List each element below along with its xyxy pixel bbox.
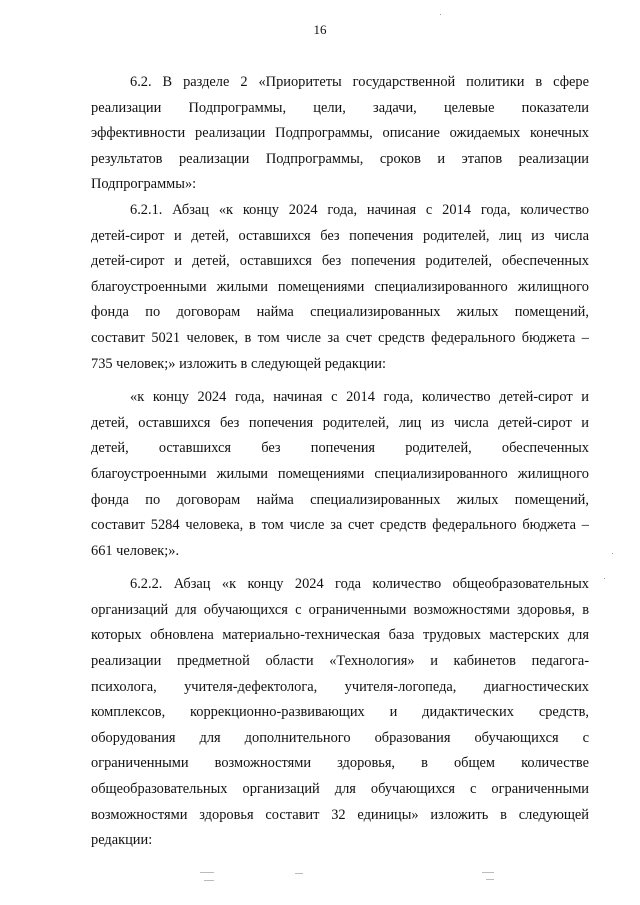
scan-artifact xyxy=(604,578,605,579)
text-line: 6.2.1. Абзац «к концу 2024 года, начиная с 2014 года, количество xyxy=(130,201,589,218)
text-line: редакции: xyxy=(91,832,153,849)
text-line: реализации Подпрограммы, цели, задачи, целевые показатели xyxy=(91,99,589,116)
paragraph-6-2-2 xyxy=(91,572,589,854)
text-line: которых обновлена материально-техническая база трудовых мастерских для xyxy=(91,627,589,644)
text-line: детей, оставшихся без попечения родителей, лиц из числа детей-сирот и xyxy=(91,414,589,431)
text-line: Подпрограммы»: xyxy=(91,176,197,193)
quoted-new-wording xyxy=(91,385,589,564)
paragraph-6-2-1 xyxy=(91,198,589,377)
text-line: организаций для обучающихся с ограниченными возможностями здоровья, в xyxy=(91,601,589,618)
text-line: общеобразовательных организаций для обучающихся с ограниченными xyxy=(91,781,589,798)
text-line: детей-сирот и детей, оставшихся без попечения родителей, обеспеченных xyxy=(91,253,589,270)
text-line: фонда по договорам найма специализированных жилых помещений, xyxy=(91,491,589,508)
scan-artifact xyxy=(204,880,214,881)
scan-artifact xyxy=(482,872,494,873)
text-line: составит 5284 человека, в том числе за счет средств федерального бюджета – xyxy=(91,517,589,534)
text-line: результатов реализации Подпрограммы, сроков и этапов реализации xyxy=(91,150,589,167)
text-line: детей-сирот и детей, оставшихся без попечения родителей, лиц из числа xyxy=(91,227,589,244)
document-body xyxy=(91,70,589,854)
text-line: ограниченными возможностями здоровья, в общем количестве xyxy=(91,755,589,772)
text-line: 735 человек;» изложить в следующей редакции: xyxy=(91,355,386,372)
scan-artifact xyxy=(486,879,494,880)
text-line: детей, оставшихся без попечения родителей, обеспеченных xyxy=(91,440,589,457)
text-line: составит 5021 человек, в том числе за счет средств федерального бюджета – xyxy=(91,329,589,346)
text-line: благоустроенными жилыми помещениями специализированного жилищного xyxy=(91,465,589,482)
text-line: эффективности реализации Подпрограммы, описание ожидаемых конечных xyxy=(91,125,589,142)
scan-artifact xyxy=(440,14,441,15)
page-number: 16 xyxy=(313,22,327,37)
text-line: комплексов, коррекционно-развивающих и дидактических средств, xyxy=(91,704,589,721)
text-line: благоустроенными жилыми помещениями специализированного жилищного xyxy=(91,278,589,295)
text-line: 6.2.2. Абзац «к концу 2024 года количество общеобразовательных xyxy=(130,576,589,593)
text-line: 661 человек;». xyxy=(91,542,180,559)
text-line: оборудования для дополнительного образования обучающихся с xyxy=(91,729,589,746)
text-line: фонда по договорам найма специализированных жилых помещений, xyxy=(91,304,589,321)
scan-artifact xyxy=(295,873,303,874)
text-line: психолога, учителя-дефектолога, учителя-логопеда, диагностических xyxy=(91,678,589,695)
scan-artifact xyxy=(200,872,214,873)
text-line: 6.2. В разделе 2 «Приоритеты государственной политики в сфере xyxy=(130,74,589,90)
scan-artifact xyxy=(612,553,613,554)
text-line: «к концу 2024 года, начиная с 2014 года, количество детей-сирот и xyxy=(130,389,589,406)
text-line: реализации предметной области «Технология» и кабинетов педагога- xyxy=(91,653,589,670)
paragraph-6-2 xyxy=(91,70,589,198)
text-line: возможностями здоровья составит 32 единицы» изложить в следующей xyxy=(91,806,589,823)
